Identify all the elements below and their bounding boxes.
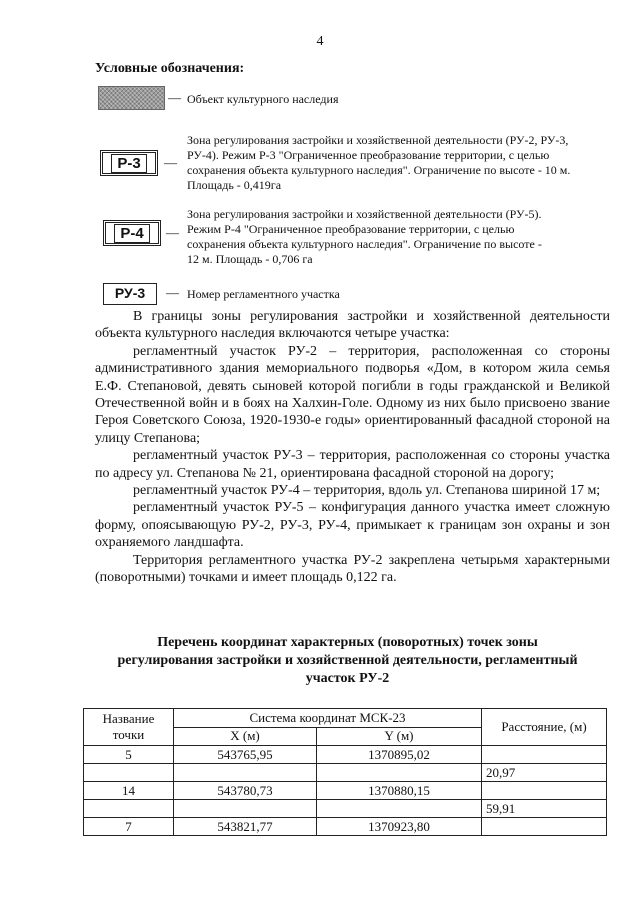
- body-paragraph: регламентный участок РУ-2 – территория, расположенная со стороны административного здания мемориального подворья «Дом, в котором жила семья Е.Ф. Степановой, девять сыновей которой погибли в годы гражданской и Великой Отечественной войн и в боях на Халхин-Голе. Одному из них было присвоено звание Героя Советского Союза, 1920-1930-е годы» ориентированный фасадной стороной на улицу Степанова;: [95, 343, 610, 446]
- cell-y: 1370923,80: [317, 818, 482, 836]
- legend-title: Условные обозначения:: [95, 61, 245, 76]
- legend-dash: —: [166, 225, 179, 240]
- cell-distance: 20,97: [482, 764, 607, 782]
- cell-point: 5: [84, 746, 174, 764]
- body-paragraph: Территория регламентного участка РУ-2 закреплена четырьмя характерными (поворотными) точками и имеет площадь 0,122 га.: [95, 552, 610, 586]
- table-row: [84, 800, 607, 818]
- zone-p3-line: РУ-4). Режим Р-3 "Ограниченное преобразование территории, с целью: [187, 148, 550, 162]
- zone-p3-description: [187, 133, 617, 193]
- zone-p4-symbol-label: Р-4: [114, 224, 149, 243]
- table-title-line: регулирования застройки и хозяйственной деятельности, регламентный: [117, 653, 578, 668]
- cell-point: [84, 764, 174, 782]
- cell-x: [174, 764, 317, 782]
- zone-p3-symbol-label: Р-3: [111, 154, 146, 173]
- table-title-line: участок РУ-2: [305, 671, 390, 686]
- zone-p4-symbol: [103, 220, 161, 246]
- cell-distance: [482, 818, 607, 836]
- cell-point: [84, 800, 174, 818]
- cell-y: 1370895,02: [317, 746, 482, 764]
- zone-p4-line: Зона регулирования застройки и хозяйственной деятельности (РУ-5).: [187, 207, 542, 221]
- cell-x: 543765,95: [174, 746, 317, 764]
- ru3-legend-text: Номер регламентного участка: [187, 287, 340, 301]
- zone-p3-symbol: [100, 150, 158, 176]
- header-distance: Расстояние, (м): [482, 709, 607, 746]
- table-title-line: Перечень координат характерных (поворотных) точек зоны: [157, 635, 538, 650]
- table-row: [84, 746, 607, 764]
- page-number: 4: [316, 34, 324, 49]
- body-paragraph: регламентный участок РУ-3 – территория, расположенная со стороны участка по адресу ул. Степанова № 21, ориентирована фасадной стороной на дорогу;: [95, 448, 610, 481]
- heritage-legend-text: Объект культурного наследия: [187, 92, 339, 106]
- table-row: [84, 818, 607, 836]
- cell-x: 543780,73: [174, 782, 317, 800]
- cell-y: [317, 764, 482, 782]
- body-paragraph: В границы зоны регулирования застройки и хозяйственной деятельности объекта культурного наследия включаются четыре участка:: [95, 309, 610, 342]
- cell-y: 1370880,15: [317, 782, 482, 800]
- cell-distance: [482, 746, 607, 764]
- cell-x: 543821,77: [174, 818, 317, 836]
- body-text: [95, 308, 610, 587]
- zone-p4-line: 12 м. Площадь - 0,706 га: [187, 252, 313, 266]
- coordinates-table: [83, 708, 607, 836]
- zone-p3-line: сохранения объекта культурного наследия". Ограничение по высоте - 10 м.: [187, 163, 571, 177]
- body-paragraph: регламентный участок РУ-5 – конфигурация данного участка имеет сложную форму, опоясывающую РУ-2, РУ-3, РУ-4, примыкает к границам зон охраны и зон охраняемого ландшафта.: [95, 500, 610, 551]
- legend-dash: —: [168, 90, 181, 105]
- cell-x: [174, 800, 317, 818]
- table-header-row: [84, 709, 607, 728]
- ru3-symbol: РУ-3: [103, 283, 157, 305]
- table-title: [95, 634, 600, 688]
- header-point-name: Название точки: [84, 709, 174, 746]
- cell-y: [317, 800, 482, 818]
- zone-p3-line: Площадь - 0,419га: [187, 178, 282, 192]
- cell-point: 14: [84, 782, 174, 800]
- legend-dash: —: [166, 285, 179, 300]
- body-paragraph: регламентный участок РУ-4 – территория, вдоль ул. Степанова шириной 17 м;: [133, 483, 601, 499]
- zone-p3-line: Зона регулирования застройки и хозяйственной деятельности (РУ-2, РУ-3,: [187, 133, 569, 147]
- legend-dash: —: [164, 155, 177, 170]
- cell-distance: [482, 782, 607, 800]
- cell-point: 7: [84, 818, 174, 836]
- zone-p4-line: Режим Р-4 "Ограниченное преобразование территории, с целью: [187, 222, 515, 236]
- header-coordinate-system: Система координат МСК-23: [174, 709, 482, 728]
- zone-p4-line: сохранения объекта культурного наследия". Ограничение по высоте -: [187, 237, 542, 251]
- table-row: [84, 782, 607, 800]
- header-x: X (м): [174, 727, 317, 746]
- heritage-hatch-symbol: [98, 86, 165, 110]
- cell-distance: 59,91: [482, 800, 607, 818]
- header-y: Y (м): [317, 727, 482, 746]
- zone-p4-description: [187, 207, 617, 267]
- table-row: [84, 764, 607, 782]
